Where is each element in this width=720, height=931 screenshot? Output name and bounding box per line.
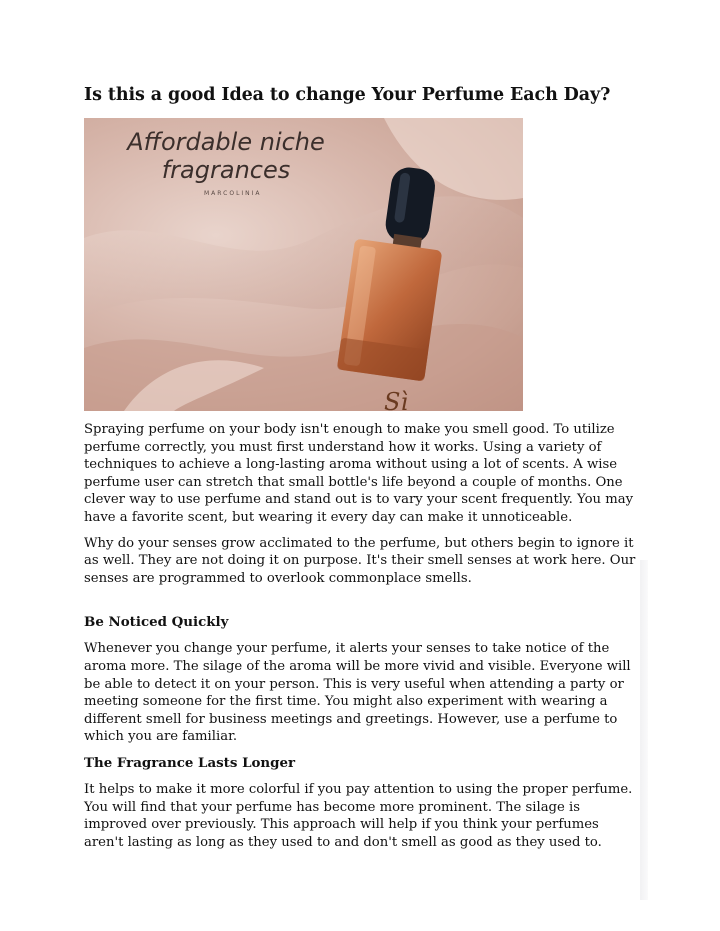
heading-fragrance-lasts: The Fragrance Lasts Longer [84,754,296,771]
paragraph-noticed: Whenever you change your perfume, it alerts your senses to take notice of the aroma more. The silage of the aroma will be more vivid and visible. Everyone will be able to detect it on your person. This is very useful when attending a party or meeting someone for the first time. You might also experiment with wearing a different smell for business meetings and greetings. However, use a perfume to which you are familiar. [84,641,631,745]
page-edge-shadow [640,560,648,900]
hero-image [84,118,523,411]
article-title: Is this a good Idea to change Your Perfume Each Day? [84,85,611,105]
paragraph-acclimated: Why do your senses grow acclimated to the perfume, but others begin to ignore it as well. They are not doing it on purpose. It's their smell senses at work here. Our senses are programmed to overlook commonplace smells. [84,535,636,586]
paragraph-intro: Spraying perfume on your body isn't enough to make you smell good. To utilize perfume correctly, you must first understand how it works. Using a variety of techniques to achieve a long-lasting aroma without using a lot of scents. A wise perfume user can stretch that small bottle's life beyond a couple of months. One clever way to use perfume and stand out is to vary your scent frequently. You may have a favorite scent, but wearing it every day can make it unnoticeable. [84,422,634,525]
heading-be-noticed: Be Noticed Quickly [84,614,229,631]
paragraph-lasts: It helps to make it more colorful if you pay attention to using the proper perfume. You will find that your perfume has become more prominent. The silage is improved over previously. This approach will help if you think your perfumes aren't lasting as long as they used to and don't smell as good as they used to. [84,781,633,850]
hero-headline-line2: fragrances [161,156,291,184]
hero-brand: MARCOLINIA [204,190,262,197]
hero-headline [96,128,356,184]
bottle-label: Sì [384,388,409,411]
document-body [84,82,636,851]
hero-headline-line1: Affordable niche [127,128,325,156]
